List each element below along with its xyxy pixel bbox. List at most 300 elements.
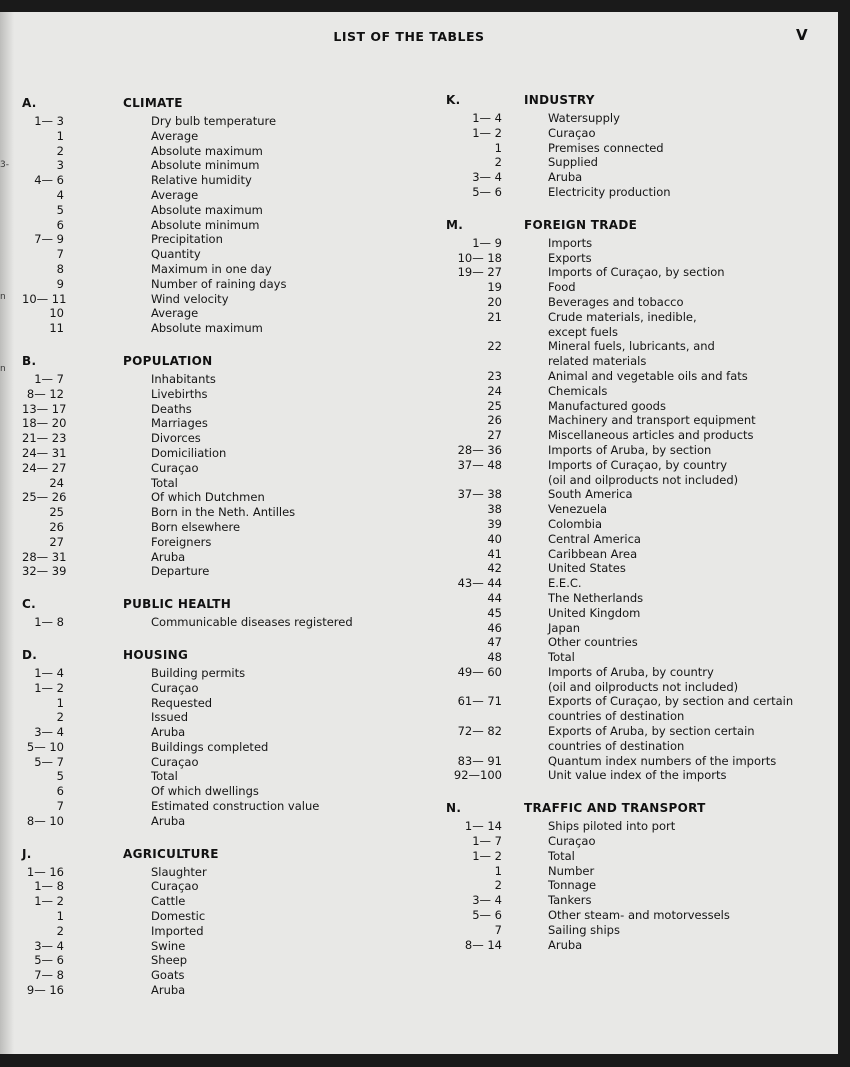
table-number: 26 (487, 413, 502, 428)
table-description: Maximum in one day (151, 261, 272, 276)
table-description: Cattle (151, 894, 186, 909)
section-title: POPULATION (123, 353, 213, 368)
table-entry (446, 325, 826, 340)
table-number: 7— 8 (34, 968, 64, 983)
table-description: Curaçao (151, 879, 199, 894)
table-description: South America (548, 487, 633, 502)
table-description: Number (548, 863, 595, 878)
table-entry (446, 739, 826, 754)
table-number: 5 (56, 769, 64, 784)
table-description: Aruba (548, 937, 583, 952)
table-entry (22, 939, 422, 954)
table-number: 72— 82 (457, 724, 502, 739)
table-number: 7 (56, 799, 64, 814)
section-spacer (446, 200, 826, 214)
table-number: 24 (49, 475, 64, 490)
table-description: Requested (151, 695, 213, 710)
table-number: 1— 2 (472, 125, 502, 140)
table-description: Livebirths (151, 386, 208, 401)
table-number: 39 (487, 516, 502, 531)
table-entry (446, 908, 826, 923)
table-number: 8 (56, 261, 64, 276)
table-description: Tonnage (548, 878, 597, 893)
table-number: 42 (487, 561, 502, 576)
table-number: 1— 8 (34, 879, 64, 894)
section-heading (22, 644, 422, 666)
table-description: Quantum index numbers of the imports (548, 753, 777, 768)
table-description: countries of destination (548, 709, 685, 724)
table-description: (oil and oilproducts not included) (548, 679, 739, 694)
table-number: 5— 7 (34, 754, 64, 769)
table-description: (oil and oilproducts not included) (548, 472, 739, 487)
table-description: Building permits (151, 665, 246, 680)
table-number: 1— 2 (472, 848, 502, 863)
table-entry (22, 799, 422, 814)
table-description: Average (151, 306, 199, 321)
table-description: Relative humidity (151, 173, 252, 188)
table-number: 10— 18 (457, 250, 502, 265)
table-entry (22, 277, 422, 292)
section-heading (446, 89, 826, 111)
table-entry (22, 535, 422, 550)
table-entry (446, 354, 826, 369)
table-entry (446, 709, 826, 724)
table-entry (446, 126, 826, 141)
table-entry (22, 218, 422, 233)
section-letter: C. (22, 597, 36, 612)
table-number: 45 (487, 605, 502, 620)
table-entry (22, 158, 422, 173)
page-number: V (796, 26, 808, 44)
table-description: except fuels (548, 324, 618, 339)
table-entry (22, 446, 422, 461)
table-number: 3— 4 (472, 893, 502, 908)
table-entry (22, 114, 422, 129)
table-number: 2 (494, 155, 502, 170)
table-description: Marriages (151, 416, 208, 431)
table-description: Premises connected (548, 140, 664, 155)
table-description: Food (548, 280, 576, 295)
section-heading (446, 797, 826, 819)
table-entry (22, 321, 422, 336)
table-number: 2 (494, 878, 502, 893)
table-description: Chemicals (548, 383, 608, 398)
table-number: 1— 3 (34, 114, 64, 128)
table-description: Absolute maximum (151, 202, 263, 217)
table-description: Animal and vegetable oils and fats (548, 368, 748, 383)
table-description: Estimated construction value (151, 799, 320, 814)
table-description: Dry bulb temperature (151, 114, 277, 128)
table-description: Absolute maximum (151, 321, 263, 336)
table-entry (22, 725, 422, 740)
table-description: Absolute minimum (151, 217, 260, 232)
table-description: Domiciliation (151, 445, 227, 460)
section-title: INDUSTRY (524, 93, 595, 107)
section-housing (22, 644, 422, 829)
table-number: 92—100 (453, 768, 502, 783)
document-page (0, 12, 838, 1054)
table-entry (446, 310, 826, 325)
table-description: Exports (548, 250, 592, 265)
table-description: related materials (548, 354, 647, 369)
table-description: Caribbean Area (548, 546, 638, 561)
table-entry (22, 909, 422, 924)
table-number: 1 (56, 909, 64, 924)
table-entry (446, 280, 826, 295)
table-description: Aruba (151, 983, 186, 998)
table-entry (446, 878, 826, 893)
right-column (446, 89, 826, 952)
table-entry (22, 431, 422, 446)
table-entry (22, 490, 422, 505)
table-description: Exports of Aruba, by section certain (548, 724, 755, 739)
table-number: 1— 9 (472, 235, 502, 250)
table-entry (22, 784, 422, 799)
table-entry (446, 768, 826, 783)
table-description: Communicable diseases registered (151, 615, 353, 630)
table-entry (22, 550, 422, 565)
section-public-health (22, 593, 422, 630)
table-entry (22, 129, 422, 144)
table-entry (22, 666, 422, 681)
table-entry (446, 665, 826, 680)
table-number: 25— 26 (22, 490, 67, 505)
table-entry (22, 924, 422, 939)
table-entry (446, 621, 826, 636)
table-number: 25 (487, 398, 502, 413)
table-entry (446, 111, 826, 126)
table-number: 10 (49, 306, 64, 321)
table-number: 37— 38 (457, 487, 502, 502)
table-description: Curaçao (151, 460, 199, 475)
section-title: PUBLIC HEALTH (123, 597, 232, 612)
table-description: Swine (151, 938, 186, 953)
table-description: Tankers (548, 893, 592, 908)
table-number: 83— 91 (457, 753, 502, 768)
table-entry (446, 864, 826, 879)
table-number (446, 680, 502, 695)
table-number: 20 (487, 294, 502, 309)
table-number: 8— 10 (26, 813, 64, 828)
section-letter: D. (22, 647, 38, 662)
section-title: TRAFFIC AND TRANSPORT (524, 801, 706, 816)
table-number: 8— 14 (464, 937, 502, 952)
table-number: 5— 6 (472, 184, 502, 199)
table-number: 28— 36 (457, 442, 502, 457)
table-description: Miscellaneous articles and products (548, 428, 754, 443)
table-number: 1— 16 (26, 864, 64, 879)
table-entry (22, 173, 422, 188)
table-number: 5— 6 (34, 953, 64, 968)
table-number: 6 (56, 784, 64, 799)
section-letter: N. (446, 801, 462, 816)
table-description: countries of destination (548, 738, 685, 753)
section-spacer (22, 579, 422, 593)
table-entry (446, 428, 826, 443)
table-entry (446, 155, 826, 170)
table-entry (22, 755, 422, 770)
table-number: 9— 16 (26, 983, 64, 998)
table-entry (22, 505, 422, 520)
table-number: 3 (56, 158, 64, 173)
table-number: 24— 27 (22, 460, 67, 475)
table-description: Curaçao (548, 125, 596, 140)
table-entry (22, 740, 422, 755)
table-entry (22, 710, 422, 725)
table-entry (446, 724, 826, 739)
table-description: Wind velocity (151, 291, 229, 306)
table-description: Imports of Aruba, by country (548, 664, 714, 679)
table-entry (446, 532, 826, 547)
table-description: Other steam- and motorvessels (548, 908, 730, 923)
table-entry (446, 185, 826, 200)
table-number: 2 (56, 923, 64, 938)
table-description: Total (548, 650, 575, 665)
table-number: 5— 10 (26, 739, 64, 754)
table-description: Issued (151, 710, 189, 725)
table-description: Venezuela (548, 502, 608, 517)
table-description: Unit value index of the imports (548, 768, 727, 783)
table-entry (22, 203, 422, 218)
table-number: 1— 2 (34, 680, 64, 695)
table-number: 9 (56, 276, 64, 291)
table-number: 27 (487, 428, 502, 443)
left-column (22, 92, 422, 998)
table-description: Of which dwellings (151, 784, 259, 799)
section-heading (446, 214, 826, 236)
table-number: 28— 31 (22, 549, 67, 564)
table-entry (446, 458, 826, 473)
table-description: United Kingdom (548, 605, 641, 620)
table-description: Quantity (151, 247, 201, 262)
table-entry (22, 865, 422, 880)
section-title: FOREIGN TRADE (524, 217, 638, 232)
table-description: Imported (151, 923, 204, 938)
table-entry (22, 372, 422, 387)
table-description: Mineral fuels, lubricants, and (548, 339, 715, 354)
table-description: Slaughter (151, 864, 207, 879)
table-description: Number of raining days (151, 276, 287, 291)
section-letter: J. (22, 846, 32, 861)
table-number: 11 (49, 321, 64, 336)
edge-mark: 3- (0, 160, 9, 170)
table-description: The Netherlands (548, 590, 644, 605)
table-entry (22, 387, 422, 402)
table-entry (446, 635, 826, 650)
edge-mark: n (0, 364, 6, 374)
table-entry (22, 262, 422, 277)
table-description: Born elsewhere (151, 519, 241, 534)
table-number: 38 (487, 502, 502, 517)
table-number (446, 354, 502, 369)
table-description: Beverages and tobacco (548, 294, 684, 309)
table-description: Departure (151, 564, 210, 579)
table-entry (22, 894, 422, 909)
table-description: Aruba (151, 813, 186, 828)
table-entry (446, 369, 826, 384)
table-entry (22, 188, 422, 203)
section-agriculture (22, 843, 422, 998)
table-entry (446, 384, 826, 399)
table-number: 5— 6 (472, 908, 502, 923)
table-number: 7 (56, 247, 64, 262)
table-number: 21— 23 (22, 431, 67, 446)
table-number: 1 (56, 695, 64, 710)
table-number: 22 (487, 339, 502, 354)
table-number: 1— 8 (34, 615, 64, 630)
table-number: 2 (56, 143, 64, 158)
table-number: 1 (56, 128, 64, 143)
table-description: Total (151, 769, 178, 784)
table-number: 18— 20 (22, 416, 67, 431)
table-description: E.E.C. (548, 576, 582, 591)
table-number: 37— 48 (457, 457, 502, 472)
page-title: LIST OF THE TABLES (333, 29, 485, 44)
table-number: 5 (56, 202, 64, 217)
table-description: Central America (548, 531, 641, 546)
table-description: Aruba (151, 549, 186, 564)
table-entry (22, 416, 422, 431)
table-entry (22, 953, 422, 968)
table-number: 1— 4 (472, 111, 502, 125)
table-entry (446, 680, 826, 695)
table-number: 3— 4 (472, 170, 502, 185)
table-description: Imports of Curaçao, by country (548, 457, 728, 472)
table-description: Crude materials, inedible, (548, 309, 697, 324)
table-entry (446, 591, 826, 606)
table-entry (446, 236, 826, 251)
table-number: 1— 7 (472, 834, 502, 849)
table-entry (446, 399, 826, 414)
table-entry (446, 339, 826, 354)
table-description: Absolute maximum (151, 143, 263, 158)
table-number: 10— 11 (22, 291, 67, 306)
section-letter: A. (22, 96, 37, 110)
table-entry (446, 576, 826, 591)
table-number: 49— 60 (457, 664, 502, 679)
section-heading (22, 92, 422, 114)
table-entry (446, 170, 826, 185)
table-number (446, 739, 502, 754)
table-description: Of which Dutchmen (151, 490, 265, 505)
table-number: 27 (49, 534, 64, 549)
table-number: 6 (56, 217, 64, 232)
table-description: Foreigners (151, 534, 212, 549)
table-description: Aruba (548, 170, 583, 185)
section-heading (22, 350, 422, 372)
table-entry (22, 232, 422, 247)
table-number: 1 (494, 863, 502, 878)
table-description: Average (151, 128, 199, 143)
table-number: 21 (487, 309, 502, 324)
table-number: 61— 71 (457, 694, 502, 709)
section-title: AGRICULTURE (123, 846, 219, 861)
table-entry (446, 251, 826, 266)
table-entry (22, 476, 422, 491)
table-number: 7— 9 (34, 232, 64, 247)
table-entry (22, 402, 422, 417)
table-description: Curaçao (151, 680, 199, 695)
table-number: 1— 14 (464, 819, 502, 834)
table-number: 4— 6 (34, 173, 64, 188)
table-number: 19— 27 (457, 265, 502, 280)
table-entry (22, 814, 422, 829)
table-description: Sheep (151, 953, 188, 968)
table-description: Ships piloted into port (548, 819, 676, 834)
table-entry (446, 923, 826, 938)
table-description: Deaths (151, 401, 192, 416)
table-description: Supplied (548, 155, 598, 170)
section-spacer (22, 829, 422, 843)
table-number: 4 (56, 187, 64, 202)
table-entry (446, 849, 826, 864)
table-description: Imports of Aruba, by section (548, 442, 712, 457)
table-entry (446, 265, 826, 280)
section-spacer (22, 630, 422, 644)
table-entry (446, 443, 826, 458)
table-description: Other countries (548, 635, 638, 650)
table-number: 1— 7 (34, 371, 64, 386)
table-number: 24 (487, 383, 502, 398)
table-entry (446, 561, 826, 576)
table-number: 25 (49, 505, 64, 520)
table-description: Average (151, 187, 199, 202)
section-traffic-and-transport (446, 797, 826, 952)
table-entry (446, 473, 826, 488)
table-number: 48 (487, 650, 502, 665)
table-entry (446, 487, 826, 502)
table-number: 41 (487, 546, 502, 561)
section-heading (22, 843, 422, 865)
section-spacer (22, 336, 422, 350)
table-entry (22, 306, 422, 321)
table-number: 3— 4 (34, 725, 64, 740)
table-entry (446, 413, 826, 428)
table-number: 23 (487, 368, 502, 383)
section-title: HOUSING (123, 647, 189, 662)
table-description: Curaçao (548, 834, 596, 849)
section-letter: M. (446, 217, 464, 232)
section-industry (446, 89, 826, 200)
table-entry (446, 819, 826, 834)
table-number: 3— 4 (34, 938, 64, 953)
table-description: Manufactured goods (548, 398, 666, 413)
table-description: Inhabitants (151, 371, 216, 386)
table-entry (22, 769, 422, 784)
table-number: 1 (494, 140, 502, 155)
table-description: Divorces (151, 431, 201, 446)
table-entry (22, 292, 422, 307)
table-number (446, 473, 502, 488)
table-entry (22, 564, 422, 579)
table-entry (446, 694, 826, 709)
table-number: 47 (487, 635, 502, 650)
table-entry (22, 247, 422, 262)
table-entry (446, 502, 826, 517)
section-letter: K. (446, 93, 461, 107)
table-entry (22, 968, 422, 983)
table-entry (22, 696, 422, 711)
table-entry (446, 834, 826, 849)
table-number: 24— 31 (22, 445, 67, 460)
table-number: 2 (56, 710, 64, 725)
table-description: Born in the Neth. Antilles (151, 505, 296, 520)
table-number: 1— 2 (34, 894, 64, 909)
table-number (446, 325, 502, 340)
table-entry (446, 547, 826, 562)
table-number: 19 (487, 280, 502, 295)
table-entry (22, 681, 422, 696)
